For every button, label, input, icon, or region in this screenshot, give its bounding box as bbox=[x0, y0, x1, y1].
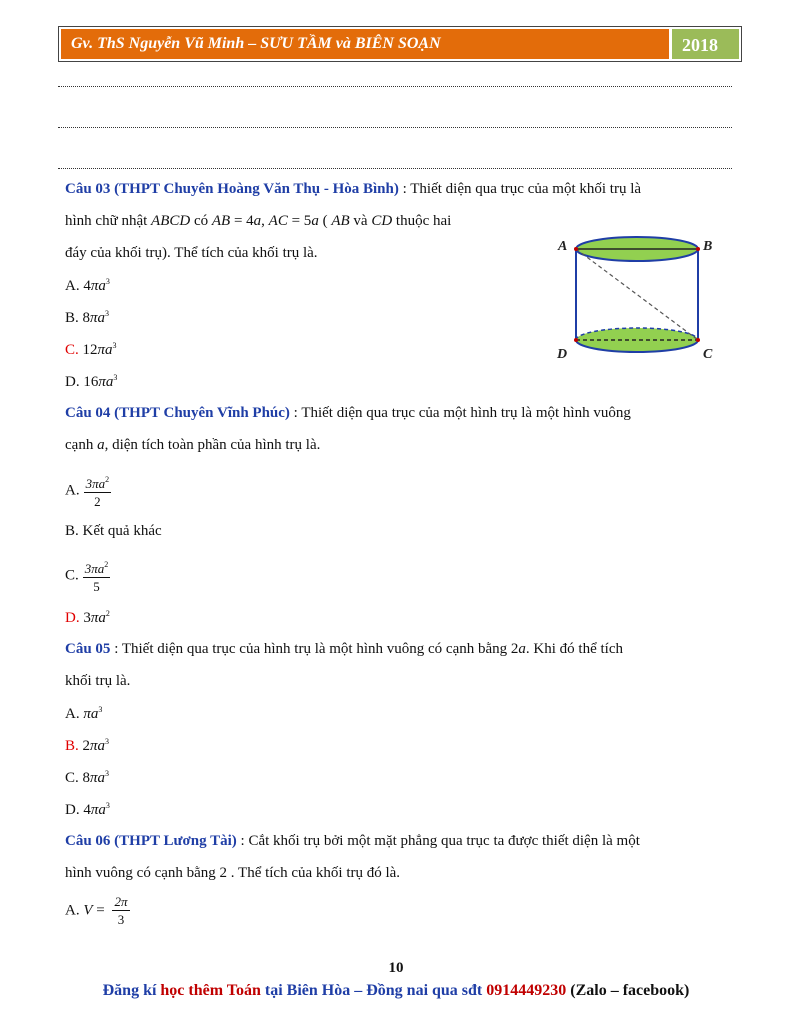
vertex-b bbox=[696, 247, 700, 251]
q04-stem-line2: cạnh a, diện tích toàn phần của hình trụ là. bbox=[65, 437, 321, 453]
q04-option-b: B. Kết quả khác bbox=[65, 523, 162, 539]
q05-option-c: C. $8\pi a^3$ bbox=[65, 769, 110, 786]
page-number: 10 bbox=[388, 960, 404, 976]
q03-stem-line1: Câu 03 (THPT Chuyên Hoàng Văn Thụ - Hòa Bình) : Thiết diện qua trục của một khối trụ là bbox=[65, 181, 642, 197]
header-title: Gv. ThS Nguyễn Vũ Minh – SƯU TẦM và BIÊN SOẠN bbox=[61, 29, 669, 59]
q04-option-d: D. $3\pi a^2$ bbox=[65, 609, 110, 626]
page-header bbox=[58, 26, 742, 62]
q05-option-a: A. $\pi a^3$ bbox=[65, 705, 103, 722]
q03-label: Câu 03 (THPT Chuyên Hoàng Văn Thụ - Hòa Bình) bbox=[65, 181, 399, 197]
vertex-d bbox=[574, 338, 578, 342]
q05-stem-line1: Câu 05 : Thiết diện qua trục của hình trụ là một hình vuông có cạnh bằng 2a. Khi đó thể tích bbox=[65, 641, 623, 657]
label-d: D bbox=[557, 347, 568, 362]
q03-stem-line3: đáy của khối trụ). Thể tích của khối trụ là. bbox=[65, 245, 318, 261]
q05-stem-line2: khối trụ là. bbox=[65, 673, 131, 689]
vertex-a bbox=[574, 247, 578, 251]
q03-option-d: D. $16\pi a^3$ bbox=[65, 373, 118, 390]
q04-option-a: A. $\frac{3\pi a^2}{2}$ bbox=[65, 471, 111, 511]
q05-label: Câu 05 bbox=[65, 641, 111, 657]
dotted-rule bbox=[58, 168, 732, 169]
q04-label: Câu 04 (THPT Chuyên Vĩnh Phúc) bbox=[65, 405, 290, 421]
diagonal-ac bbox=[576, 249, 698, 340]
q03-option-c: C. $12\pi a^3$ bbox=[65, 341, 117, 358]
q03-option-a: A. $4\pi a^3$ bbox=[65, 277, 110, 294]
q06-option-a: A. V = $\frac{2\pi}{3}$ bbox=[65, 894, 128, 927]
q03-option-b: B. $8\pi a^3$ bbox=[65, 309, 110, 326]
q05-option-d: D. $4\pi a^3$ bbox=[65, 801, 110, 818]
q06-label: Câu 06 (THPT Lương Tài) bbox=[65, 833, 237, 849]
q06-stem-line1: Câu 06 (THPT Lương Tài) : Cắt khối trụ bởi một mặt phẳng qua trục ta được thiết diện là một bbox=[65, 833, 640, 849]
cylinder-figure bbox=[553, 230, 723, 365]
q05-option-b: B. $2\pi a^3$ bbox=[65, 737, 110, 754]
q04-stem-line1: Câu 04 (THPT Chuyên Vĩnh Phúc) : Thiết diện qua trục của một hình trụ là một hình vuông bbox=[65, 405, 631, 421]
header-year: 2018 bbox=[672, 29, 739, 59]
label-c: C bbox=[703, 347, 713, 362]
page-footer: Đăng kí học thêm Toán tại Biên Hòa – Đồng nai qua sđt 0914449230 (Zalo – facebook) bbox=[102, 982, 690, 999]
label-a: A bbox=[558, 239, 568, 254]
vertex-c bbox=[696, 338, 700, 342]
dotted-rule bbox=[58, 86, 732, 87]
dotted-rule bbox=[58, 127, 732, 128]
q03-stem-line2: hình chữ nhật ABCD có AB = 4a, AC = 5a ( AB và CD thuộc hai bbox=[65, 213, 452, 229]
q06-stem-line2: hình vuông có cạnh bằng 2 . Thể tích của khối trụ đó là. bbox=[65, 865, 401, 881]
label-b: B bbox=[703, 239, 713, 254]
q04-option-c: C. $\frac{3\pi a^2}{5}$ bbox=[65, 556, 110, 596]
